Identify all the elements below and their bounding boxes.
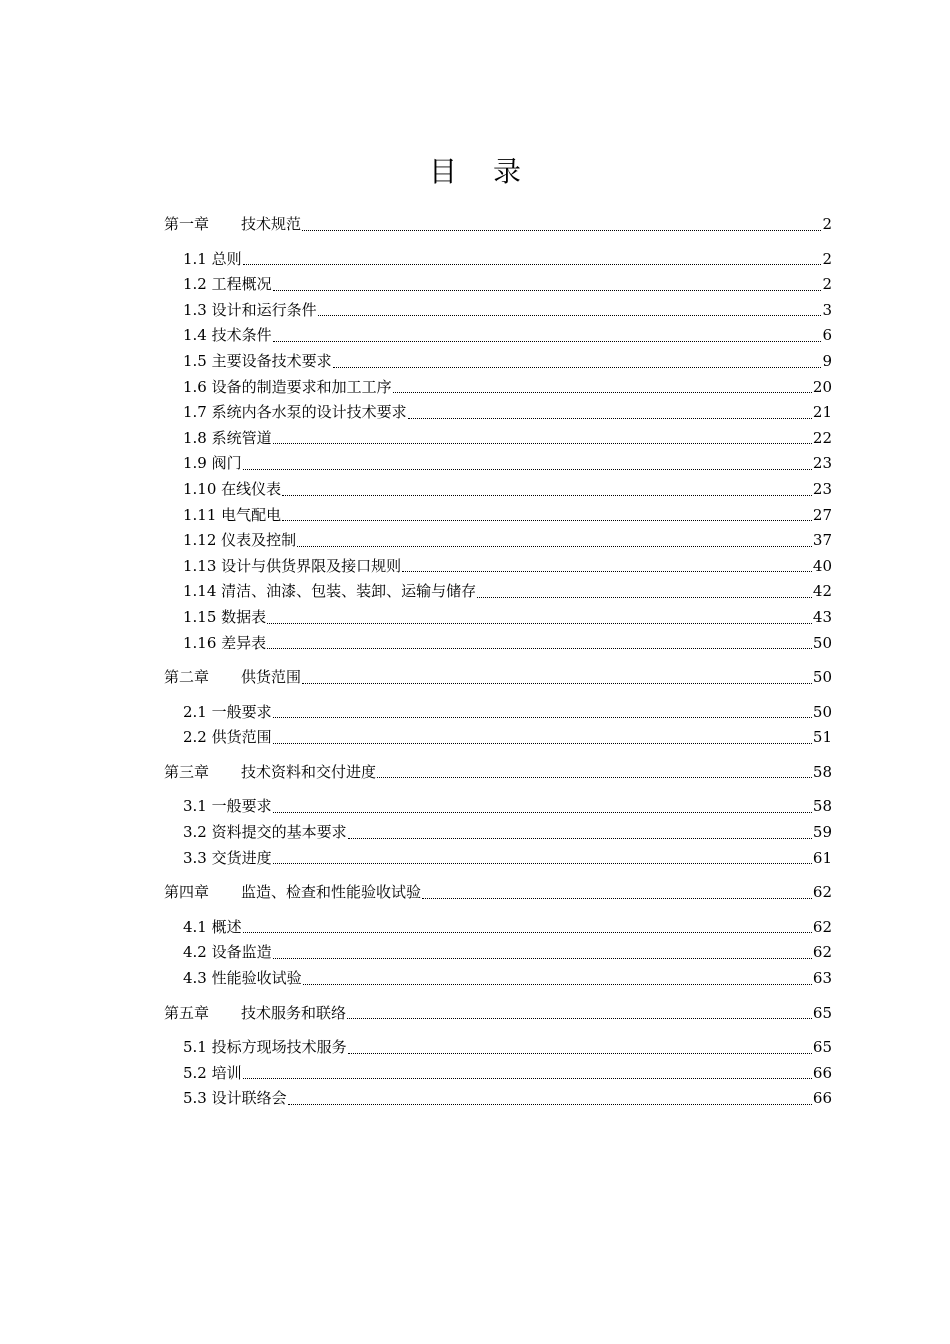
page-number: 58 — [812, 797, 832, 816]
dot-leader — [288, 1104, 812, 1105]
toc-entry-label — [183, 631, 266, 657]
toc-chapter-entry[interactable] — [164, 880, 832, 906]
toc-entry-label — [183, 1061, 242, 1087]
toc-entry-label — [183, 298, 317, 324]
chapter-number: 第四章 — [164, 883, 210, 902]
page-number: 3 — [822, 300, 832, 319]
toc-entry-text: 1.11 电气配电 — [183, 505, 282, 524]
toc-entry-label — [183, 247, 242, 273]
toc-entry-label — [183, 451, 242, 477]
toc-entry-text: 供货范围 — [241, 668, 302, 687]
page-number: 50 — [812, 633, 832, 652]
toc-entry-label — [164, 760, 376, 786]
toc-entry-text: 1.4 技术条件 — [183, 326, 272, 345]
dot-leader — [318, 315, 822, 316]
chapter-number: 第一章 — [164, 215, 210, 233]
toc-section-entry[interactable] — [164, 579, 832, 605]
dot-leader — [273, 341, 822, 342]
dot-leader — [273, 717, 812, 718]
toc-chapter-entry[interactable] — [164, 212, 832, 238]
toc-title-char-1: 目 — [428, 155, 457, 188]
toc-entry-label — [183, 846, 272, 872]
toc-section-entry[interactable] — [164, 605, 832, 631]
toc-entry-label — [183, 400, 407, 426]
page-number: 66 — [812, 1089, 832, 1108]
toc-entry-label — [183, 272, 272, 298]
page-number: 65 — [812, 1038, 832, 1057]
toc-entry-text: 3.1 一般要求 — [183, 797, 272, 816]
dot-leader — [333, 367, 822, 368]
page-number: 27 — [812, 505, 832, 524]
page-number: 50 — [812, 702, 832, 721]
toc-section-entry[interactable] — [164, 349, 832, 375]
page-number: 23 — [812, 454, 832, 473]
toc-section-entry[interactable] — [164, 966, 832, 992]
toc-entry-label — [183, 725, 272, 751]
toc-entry-label — [183, 528, 296, 554]
page-number: 21 — [812, 403, 832, 422]
page-number: 63 — [812, 969, 832, 988]
page-number: 23 — [812, 479, 832, 498]
toc-entry-label — [183, 426, 272, 452]
dot-leader — [273, 958, 812, 959]
dot-leader — [297, 546, 812, 547]
dot-leader — [243, 264, 822, 265]
toc-entry-label — [164, 880, 421, 906]
toc-entry-text: 1.1 总则 — [183, 249, 242, 268]
toc-entry-label — [183, 700, 272, 726]
toc-entry-text: 1.6 设备的制造要求和加工工序 — [183, 377, 392, 396]
dot-leader — [267, 623, 812, 624]
dot-leader — [243, 469, 812, 470]
toc-entry-label — [183, 820, 347, 846]
toc-entry-text: 2.2 供货范围 — [183, 728, 272, 747]
dot-leader — [402, 571, 812, 572]
toc-entry-label — [183, 323, 272, 349]
page-number: 2 — [822, 249, 832, 268]
toc-entry-label — [183, 554, 401, 580]
toc-entry-label — [164, 1001, 346, 1027]
dot-leader — [393, 392, 812, 393]
chapter-number: 第三章 — [164, 762, 210, 781]
page-number: 62 — [812, 883, 832, 902]
toc-section-entry[interactable] — [164, 528, 832, 554]
toc-section-entry[interactable] — [164, 1061, 832, 1087]
toc-entry-label — [183, 579, 476, 605]
dot-leader — [302, 683, 812, 684]
toc-title — [0, 150, 950, 190]
dot-leader — [377, 777, 812, 778]
toc-section-entry[interactable] — [164, 700, 832, 726]
dot-leader — [273, 812, 812, 813]
toc-entry-label — [183, 1035, 347, 1061]
dot-leader — [273, 443, 812, 444]
toc-entry-text: 4.2 设备监造 — [183, 943, 272, 962]
toc-section-entry[interactable] — [164, 820, 832, 846]
toc-section-entry[interactable] — [164, 554, 832, 580]
toc-entry-text: 1.3 设计和运行条件 — [183, 300, 317, 319]
toc-section-entry[interactable] — [164, 247, 832, 273]
toc-entry-text: 2.1 一般要求 — [183, 702, 272, 721]
toc-entry-text: 5.1 投标方现场技术服务 — [183, 1038, 347, 1057]
toc-section-entry[interactable] — [164, 477, 832, 503]
toc-section-entry[interactable] — [164, 940, 832, 966]
toc-section-entry[interactable] — [164, 1035, 832, 1061]
table-of-contents — [164, 212, 832, 1112]
toc-entry-text: 4.1 概述 — [183, 917, 242, 936]
chapter-number: 第五章 — [164, 1003, 210, 1022]
toc-section-entry[interactable] — [164, 503, 832, 529]
toc-entry-text: 5.3 设计联络会 — [183, 1089, 287, 1108]
toc-entry-label — [164, 212, 301, 238]
dot-leader — [243, 932, 812, 933]
toc-entry-label — [183, 349, 332, 375]
page-number: 40 — [812, 556, 832, 575]
toc-entry-text: 1.7 系统内各水泵的设计技术要求 — [183, 403, 407, 422]
page-number: 20 — [812, 377, 832, 396]
page-number: 37 — [812, 531, 832, 550]
toc-section-entry[interactable] — [164, 298, 832, 324]
toc-entry-text: 1.5 主要设备技术要求 — [183, 351, 332, 370]
page-number: 65 — [812, 1003, 832, 1022]
toc-section-entry[interactable] — [164, 451, 832, 477]
toc-title-char-2: 录 — [493, 155, 522, 188]
dot-leader — [273, 863, 812, 864]
toc-entry-text: 1.2 工程概况 — [183, 275, 272, 294]
toc-section-entry[interactable] — [164, 725, 832, 751]
toc-section-entry[interactable] — [164, 846, 832, 872]
dot-leader — [477, 597, 812, 598]
dot-leader — [422, 898, 812, 899]
toc-entry-text: 监造、检查和性能验收试验 — [241, 883, 422, 902]
page-number: 2 — [822, 275, 832, 294]
dot-leader — [302, 230, 821, 231]
page-number: 9 — [822, 351, 832, 370]
toc-entry-label — [183, 940, 272, 966]
toc-entry-label — [183, 915, 242, 941]
dot-leader — [347, 1018, 812, 1019]
toc-entry-text: 4.3 性能验收试验 — [183, 969, 302, 988]
page-number: 61 — [812, 848, 832, 867]
chapter-number: 第二章 — [164, 668, 210, 687]
toc-entry-text: 1.15 数据表 — [183, 607, 267, 626]
toc-entry-text: 1.9 阀门 — [183, 454, 242, 473]
toc-section-entry[interactable] — [164, 323, 832, 349]
toc-entry-label — [183, 794, 272, 820]
toc-entry-text: 3.3 交货进度 — [183, 848, 272, 867]
dot-leader — [348, 838, 812, 839]
page-number: 43 — [812, 607, 832, 626]
toc-entry-text: 3.2 资料提交的基本要求 — [183, 823, 347, 842]
dot-leader — [267, 648, 812, 649]
toc-entry-label — [183, 375, 392, 401]
toc-entry-label — [183, 1086, 287, 1112]
dot-leader — [273, 290, 822, 291]
toc-chapter-entry[interactable] — [164, 665, 832, 691]
page-number: 42 — [812, 582, 832, 601]
page-number: 22 — [812, 428, 832, 447]
toc-entry-text: 1.12 仪表及控制 — [183, 531, 297, 550]
page-number: 2 — [822, 215, 832, 233]
toc-entry-text: 1.13 设计与供货界限及接口规则 — [183, 556, 402, 575]
toc-section-entry[interactable] — [164, 272, 832, 298]
toc-entry-label — [183, 477, 281, 503]
dot-leader — [282, 520, 812, 521]
toc-section-entry[interactable] — [164, 794, 832, 820]
dot-leader — [303, 984, 812, 985]
dot-leader — [282, 495, 812, 496]
toc-entry-text: 技术资料和交付进度 — [241, 762, 377, 781]
toc-entry-label — [164, 665, 301, 691]
toc-section-entry[interactable] — [164, 1086, 832, 1112]
toc-section-entry[interactable] — [164, 400, 832, 426]
page-number: 62 — [812, 943, 832, 962]
toc-entry-text: 1.16 差异表 — [183, 633, 267, 652]
toc-entry-label — [183, 966, 302, 992]
page-number: 62 — [812, 917, 832, 936]
toc-entry-text: 1.8 系统管道 — [183, 428, 272, 447]
page-number: 58 — [812, 762, 832, 781]
toc-entry-text: 1.10 在线仪表 — [183, 479, 282, 498]
toc-entry-text: 技术规范 — [241, 215, 302, 233]
toc-chapter-entry[interactable] — [164, 1001, 832, 1027]
toc-section-entry[interactable] — [164, 915, 832, 941]
dot-leader — [408, 418, 812, 419]
toc-section-entry[interactable] — [164, 426, 832, 452]
page-number: 6 — [822, 326, 832, 345]
dot-leader — [273, 743, 812, 744]
toc-entry-label — [183, 605, 266, 631]
toc-chapter-entry[interactable] — [164, 760, 832, 786]
dot-leader — [348, 1053, 812, 1054]
page-number: 59 — [812, 823, 832, 842]
toc-section-entry[interactable] — [164, 375, 832, 401]
dot-leader — [243, 1078, 812, 1079]
page-number: 51 — [812, 728, 832, 747]
toc-entry-text: 5.2 培训 — [183, 1063, 242, 1082]
page-number: 50 — [812, 668, 832, 687]
toc-entry-text: 1.14 清洁、油漆、包装、装卸、运输与储存 — [183, 582, 477, 601]
page-number: 66 — [812, 1063, 832, 1082]
toc-entry-text: 技术服务和联络 — [241, 1003, 347, 1022]
toc-entry-label — [183, 503, 281, 529]
toc-section-entry[interactable] — [164, 631, 832, 657]
